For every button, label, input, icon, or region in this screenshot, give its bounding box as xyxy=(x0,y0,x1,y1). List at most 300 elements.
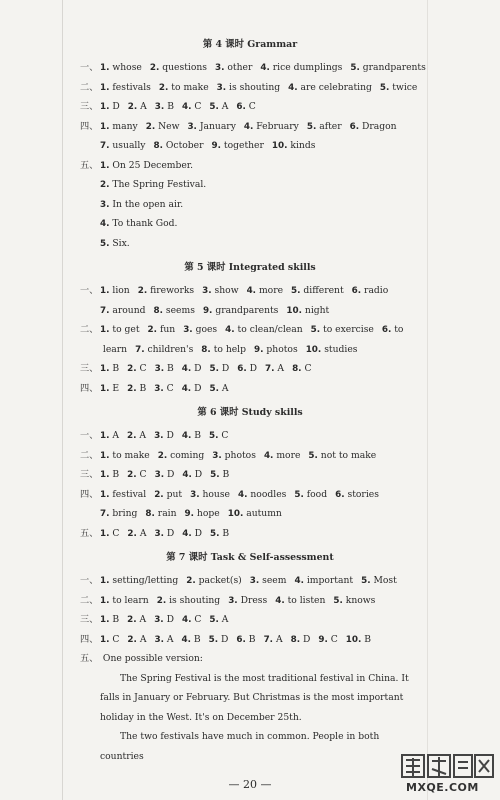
item-number: 1. xyxy=(100,615,110,625)
question-group-mark: 一、 xyxy=(80,430,99,441)
item-answer: A xyxy=(275,633,283,645)
answer-item xyxy=(135,344,193,355)
answer-item xyxy=(100,179,206,190)
item-answer: New xyxy=(158,120,180,132)
answer-item xyxy=(292,363,311,374)
item-answer: questions xyxy=(162,62,207,73)
item-answer: B xyxy=(167,101,174,112)
item-answer: grandparents xyxy=(362,62,426,73)
answer-item xyxy=(100,218,177,229)
item-answer: Dress xyxy=(240,594,268,606)
item-number: 2. xyxy=(137,286,148,296)
answer-item xyxy=(265,363,284,374)
item-answer: goes xyxy=(195,324,218,335)
item-answer: D xyxy=(166,469,175,480)
item-answer: B xyxy=(112,614,120,625)
answer-item xyxy=(100,383,119,394)
item-number: 2. xyxy=(127,528,137,539)
answer-item xyxy=(291,634,311,645)
item-answer: B xyxy=(139,382,147,394)
answer-item xyxy=(291,285,344,296)
item-number: 4. xyxy=(181,102,192,112)
item-number: 2. xyxy=(100,180,110,190)
answer-item xyxy=(311,324,374,335)
answer-item xyxy=(100,285,130,296)
answer-item xyxy=(228,595,267,606)
section-lesson-4 xyxy=(80,36,426,253)
item-answer: C xyxy=(139,363,147,374)
answer-row xyxy=(80,630,420,650)
answer-item xyxy=(209,383,228,394)
answer-item xyxy=(138,285,194,296)
answer-item xyxy=(100,140,146,151)
item-answer: to make xyxy=(112,449,150,461)
item-answer: A xyxy=(139,430,147,441)
item-number: 5. xyxy=(100,238,110,249)
rows xyxy=(80,426,420,543)
item-answer: A xyxy=(221,101,229,112)
item-number: 4. xyxy=(181,431,192,441)
item-answer: Dragon xyxy=(362,120,397,132)
item-answer: photos xyxy=(224,449,256,461)
item-number: 5. xyxy=(310,325,321,335)
answer-item xyxy=(294,575,353,586)
item-answer: twice xyxy=(392,81,418,93)
item-answer: C xyxy=(194,101,202,112)
answer-row xyxy=(80,78,420,98)
item-number: 5. xyxy=(308,450,318,461)
item-answer: are celebrating xyxy=(300,81,372,93)
answer-item xyxy=(187,121,235,132)
answer-item xyxy=(264,634,283,645)
item-number: 1. xyxy=(100,470,110,480)
item-number: 5. xyxy=(209,615,219,625)
item-number: 8. xyxy=(153,141,163,151)
item-answer: photos xyxy=(266,343,298,355)
answer-item xyxy=(100,489,146,500)
item-number: 4. xyxy=(181,364,192,374)
item-number: 3. xyxy=(202,286,212,296)
item-answer: lion xyxy=(112,285,130,296)
item-number: 4. xyxy=(181,383,192,394)
watermark-icon xyxy=(400,752,495,782)
answer-item xyxy=(236,101,255,112)
answer-item xyxy=(150,62,207,73)
answer-item xyxy=(333,595,375,606)
item-answer: Six. xyxy=(112,237,130,249)
answer-item xyxy=(100,199,183,210)
item-number: 5. xyxy=(209,528,220,539)
item-answer: is shouting xyxy=(169,594,221,606)
item-number: 2. xyxy=(127,634,137,645)
item-number: 10. xyxy=(227,509,244,519)
item-answer: B xyxy=(194,430,201,441)
item-answer: D xyxy=(249,363,258,374)
item-number: 4. xyxy=(181,634,191,645)
answer-item xyxy=(100,324,140,335)
item-answer: whose xyxy=(112,62,142,73)
answer-item xyxy=(203,305,278,316)
item-answer: A xyxy=(221,382,229,394)
answer-item xyxy=(127,528,146,539)
item-number: 1. xyxy=(100,160,110,171)
answer-row xyxy=(80,175,420,195)
item-number: 2. xyxy=(147,325,158,335)
answer-item xyxy=(238,489,286,500)
item-answer: packet(s) xyxy=(198,575,242,586)
item-answer: January xyxy=(199,120,236,132)
item-answer: C xyxy=(112,633,120,645)
item-number: 2. xyxy=(127,470,137,480)
answer-item xyxy=(100,614,119,625)
item-answer: D xyxy=(194,469,203,480)
answer-item xyxy=(288,82,372,93)
answer-item xyxy=(209,614,228,625)
item-answer: C xyxy=(221,430,229,441)
answer-row xyxy=(80,136,420,156)
item-number: 2. xyxy=(127,364,137,374)
item-answer: February xyxy=(256,120,299,132)
item-number: 5. xyxy=(208,431,219,441)
answer-item xyxy=(157,595,220,606)
answer-item xyxy=(100,430,119,441)
item-number: 3. xyxy=(228,595,238,606)
section-lesson-7 xyxy=(80,549,420,766)
question-group-mark: 三、 xyxy=(80,363,99,374)
item-number: 7. xyxy=(135,344,145,355)
item-answer: B xyxy=(193,633,201,645)
item-answer: to make xyxy=(171,81,209,93)
answer-item xyxy=(260,62,342,73)
item-number: 9. xyxy=(211,141,221,151)
item-number: 3. xyxy=(100,199,110,210)
item-number: 2. xyxy=(154,489,164,500)
question-group-mark: 三、 xyxy=(80,614,99,625)
watermark-logo xyxy=(400,752,495,796)
binding-line xyxy=(62,0,63,800)
answer-item xyxy=(155,101,174,112)
answer-item xyxy=(100,508,137,519)
answer-row xyxy=(80,524,420,544)
item-answer: B xyxy=(166,363,174,374)
answer-item xyxy=(236,634,255,645)
answer-item xyxy=(100,528,119,539)
answer-item xyxy=(318,634,337,645)
answer-row xyxy=(80,571,420,591)
item-answer: autumn xyxy=(246,508,282,519)
item-number: 9. xyxy=(318,634,328,645)
item-number: 2. xyxy=(156,595,167,606)
item-answer: D xyxy=(194,382,202,394)
item-number: 1. xyxy=(100,82,110,93)
item-number: 1. xyxy=(100,286,110,296)
item-number: 4. xyxy=(181,615,192,625)
answer-row xyxy=(80,195,420,215)
answer-item xyxy=(100,595,149,606)
item-number: 3. xyxy=(187,121,197,132)
answer-item xyxy=(100,101,120,112)
question-group-mark: 四、 xyxy=(80,382,99,394)
answer-item xyxy=(146,121,180,132)
answer-row xyxy=(80,301,420,321)
rows xyxy=(80,58,426,253)
item-answer: radio xyxy=(364,285,389,296)
answer-item xyxy=(228,508,282,519)
page-edge-line xyxy=(427,0,428,800)
item-answer: A xyxy=(140,101,147,112)
item-answer: seems xyxy=(165,304,195,316)
answer-item xyxy=(127,614,146,625)
item-number: 4. xyxy=(288,82,298,93)
answer-row xyxy=(80,214,420,234)
item-number: 2. xyxy=(186,576,196,586)
question-group-mark: 四、 xyxy=(80,633,99,645)
item-answer: The Spring Festival. xyxy=(112,179,207,190)
item-answer: to get xyxy=(112,324,140,335)
item-number: 10. xyxy=(286,305,302,316)
answer-row xyxy=(80,426,420,446)
question-group-mark: 二、 xyxy=(80,594,99,606)
item-number: 9. xyxy=(202,305,213,316)
item-number: 7. xyxy=(263,634,274,645)
item-answer: other xyxy=(227,62,253,73)
item-answer: fun xyxy=(159,324,176,335)
section-title: 第 5 课时 Integrated skills xyxy=(184,262,316,273)
item-number: 8. xyxy=(290,634,301,645)
answer-item xyxy=(306,344,358,355)
answer-item xyxy=(272,140,316,151)
item-number: 1. xyxy=(100,450,110,461)
answer-row xyxy=(80,446,420,466)
item-answer: B xyxy=(222,469,230,480)
answer-item xyxy=(212,450,256,461)
answer-row xyxy=(80,58,426,78)
item-answer: seem xyxy=(262,575,287,586)
item-answer: hope xyxy=(196,508,220,519)
answer-row xyxy=(80,610,420,630)
item-answer: C xyxy=(330,633,338,645)
item-answer: show xyxy=(214,285,239,296)
item-answer: setting/letting xyxy=(112,575,179,586)
item-number: 9. xyxy=(184,509,194,519)
item-number: 4. xyxy=(260,63,270,73)
answer-row xyxy=(80,156,420,176)
item-answer: D xyxy=(166,527,175,539)
item-answer: put xyxy=(166,488,183,500)
item-number: 5. xyxy=(209,102,219,112)
item-number: 3. xyxy=(190,489,200,500)
answer-item xyxy=(182,469,202,480)
item-number: 4. xyxy=(238,489,248,500)
answer-item xyxy=(100,305,146,316)
answer-item xyxy=(352,285,389,296)
answer-item xyxy=(159,82,209,93)
answer-item xyxy=(210,469,229,480)
item-number: 3. xyxy=(183,325,193,335)
item-number: 1. xyxy=(100,528,110,539)
answer-row xyxy=(80,234,420,254)
answer-item xyxy=(380,82,417,93)
item-number: 6. xyxy=(335,489,345,500)
item-answer: D xyxy=(221,633,229,645)
answer-item xyxy=(254,344,298,355)
item-answer: rain xyxy=(157,508,177,519)
answer-item xyxy=(217,82,280,93)
answer-item xyxy=(154,305,195,316)
answer-item xyxy=(155,469,175,480)
answer-item xyxy=(350,121,397,132)
item-answer: C xyxy=(139,469,147,480)
item-number: 1. xyxy=(100,63,110,73)
answer-item xyxy=(154,430,174,441)
answer-item xyxy=(100,160,193,171)
answer-item xyxy=(210,363,230,374)
item-number: 7. xyxy=(265,364,275,374)
item-number: 5. xyxy=(350,63,360,73)
answer-item xyxy=(209,634,229,645)
item-number: 4. xyxy=(263,450,274,461)
essay-paragraph: The two festivals have much in common. People in both countries xyxy=(100,731,380,762)
answer-row xyxy=(80,281,420,301)
answer-item xyxy=(182,383,202,394)
answer-content xyxy=(80,36,426,766)
item-answer: important xyxy=(306,575,354,586)
item-number: 1. xyxy=(100,431,110,441)
item-answer: C xyxy=(166,382,174,394)
item-answer: D xyxy=(194,527,202,539)
answer-item xyxy=(128,101,147,112)
item-number: 1. xyxy=(100,383,110,394)
item-number: 1. xyxy=(100,595,110,606)
question-group-mark: 一、 xyxy=(80,575,99,586)
item-number: 3. xyxy=(154,528,164,539)
answer-item xyxy=(181,634,200,645)
item-number: 2. xyxy=(127,383,137,394)
item-number: 2. xyxy=(157,450,168,461)
answer-item xyxy=(100,363,119,374)
item-number: 1. xyxy=(100,489,110,500)
item-answer: fireworks xyxy=(150,285,195,296)
item-answer: more xyxy=(276,449,301,461)
answer-item xyxy=(182,614,201,625)
rows xyxy=(80,571,420,669)
answer-item xyxy=(286,305,329,316)
answer-item xyxy=(100,62,142,73)
answer-item xyxy=(335,489,379,500)
item-answer: D xyxy=(112,101,120,112)
item-answer: One possible version: xyxy=(102,653,203,664)
item-number: 5. xyxy=(209,364,219,374)
item-number: 1. xyxy=(100,121,110,132)
item-answer: In the open air. xyxy=(112,198,184,210)
answer-item xyxy=(127,430,146,441)
answer-item xyxy=(202,285,238,296)
answer-item xyxy=(350,62,425,73)
item-number: 5. xyxy=(306,121,317,132)
item-number: 6. xyxy=(381,325,392,335)
item-answer: to help xyxy=(213,343,247,355)
item-answer: B xyxy=(112,469,120,480)
item-number: 4. xyxy=(246,286,257,296)
item-answer: D xyxy=(194,363,202,374)
item-number: 3. xyxy=(154,634,164,645)
item-answer: is shouting xyxy=(229,81,281,93)
answer-item xyxy=(382,324,404,335)
item-answer: E xyxy=(112,382,120,394)
section-title: 第 7 课时 Task & Self-assessment xyxy=(166,552,334,563)
answer-item xyxy=(155,363,174,374)
item-number: 5. xyxy=(208,634,219,645)
answer-item xyxy=(182,101,201,112)
item-answer: A xyxy=(139,614,147,625)
question-group-mark: 二、 xyxy=(80,324,99,335)
answer-item xyxy=(244,121,299,132)
answer-item xyxy=(361,575,397,586)
question-group-mark: 二、 xyxy=(80,449,99,461)
question-group-mark: 三、 xyxy=(80,101,99,112)
answer-item xyxy=(210,528,229,539)
answer-item xyxy=(158,450,205,461)
item-number: 5. xyxy=(210,470,220,480)
item-number: 10. xyxy=(271,141,288,151)
item-answer: B xyxy=(248,633,256,645)
answer-row xyxy=(80,649,420,669)
question-group-mark: 一、 xyxy=(80,62,99,73)
answer-item xyxy=(154,528,174,539)
item-number: 3. xyxy=(154,470,165,480)
section-title: 第 4 课时 Grammar xyxy=(202,39,298,50)
item-number: 3. xyxy=(154,102,165,112)
answer-item xyxy=(154,614,174,625)
item-answer: C xyxy=(304,363,312,374)
answer-item xyxy=(127,634,146,645)
item-answer: usually xyxy=(112,140,146,151)
answer-row xyxy=(80,97,420,117)
item-answer: to listen xyxy=(287,594,326,606)
item-number: 2. xyxy=(158,82,169,93)
item-number: 3. xyxy=(216,82,227,93)
item-answer: to exercise xyxy=(323,324,374,335)
item-answer: grandparents xyxy=(215,304,279,316)
item-answer: rice dumplings xyxy=(272,62,343,73)
question-group-mark: 四、 xyxy=(80,488,99,500)
item-answer: house xyxy=(202,488,230,500)
answer-item xyxy=(264,450,300,461)
item-answer: A xyxy=(139,527,147,539)
item-answer: not to make xyxy=(320,449,377,461)
answer-item xyxy=(100,344,127,355)
answer-item xyxy=(225,324,302,335)
item-answer: to clean/clean xyxy=(237,324,303,335)
item-answer: C xyxy=(112,527,120,539)
item-answer: B xyxy=(222,527,230,539)
item-number: 3. xyxy=(154,615,164,625)
item-number: 4. xyxy=(294,576,304,586)
item-number: 5. xyxy=(361,576,371,586)
item-number: 3. xyxy=(215,63,225,73)
item-answer: A xyxy=(166,633,174,645)
item-answer: bring xyxy=(112,508,138,519)
item-number: 2. xyxy=(149,63,160,73)
answer-item xyxy=(294,489,327,500)
answer-item xyxy=(186,575,241,586)
item-answer: October xyxy=(165,140,204,151)
answer-item xyxy=(209,101,228,112)
question-group-mark: 四、 xyxy=(80,120,99,132)
answer-item xyxy=(127,383,146,394)
item-answer: On 25 December. xyxy=(112,159,194,171)
item-answer: D xyxy=(166,430,174,441)
